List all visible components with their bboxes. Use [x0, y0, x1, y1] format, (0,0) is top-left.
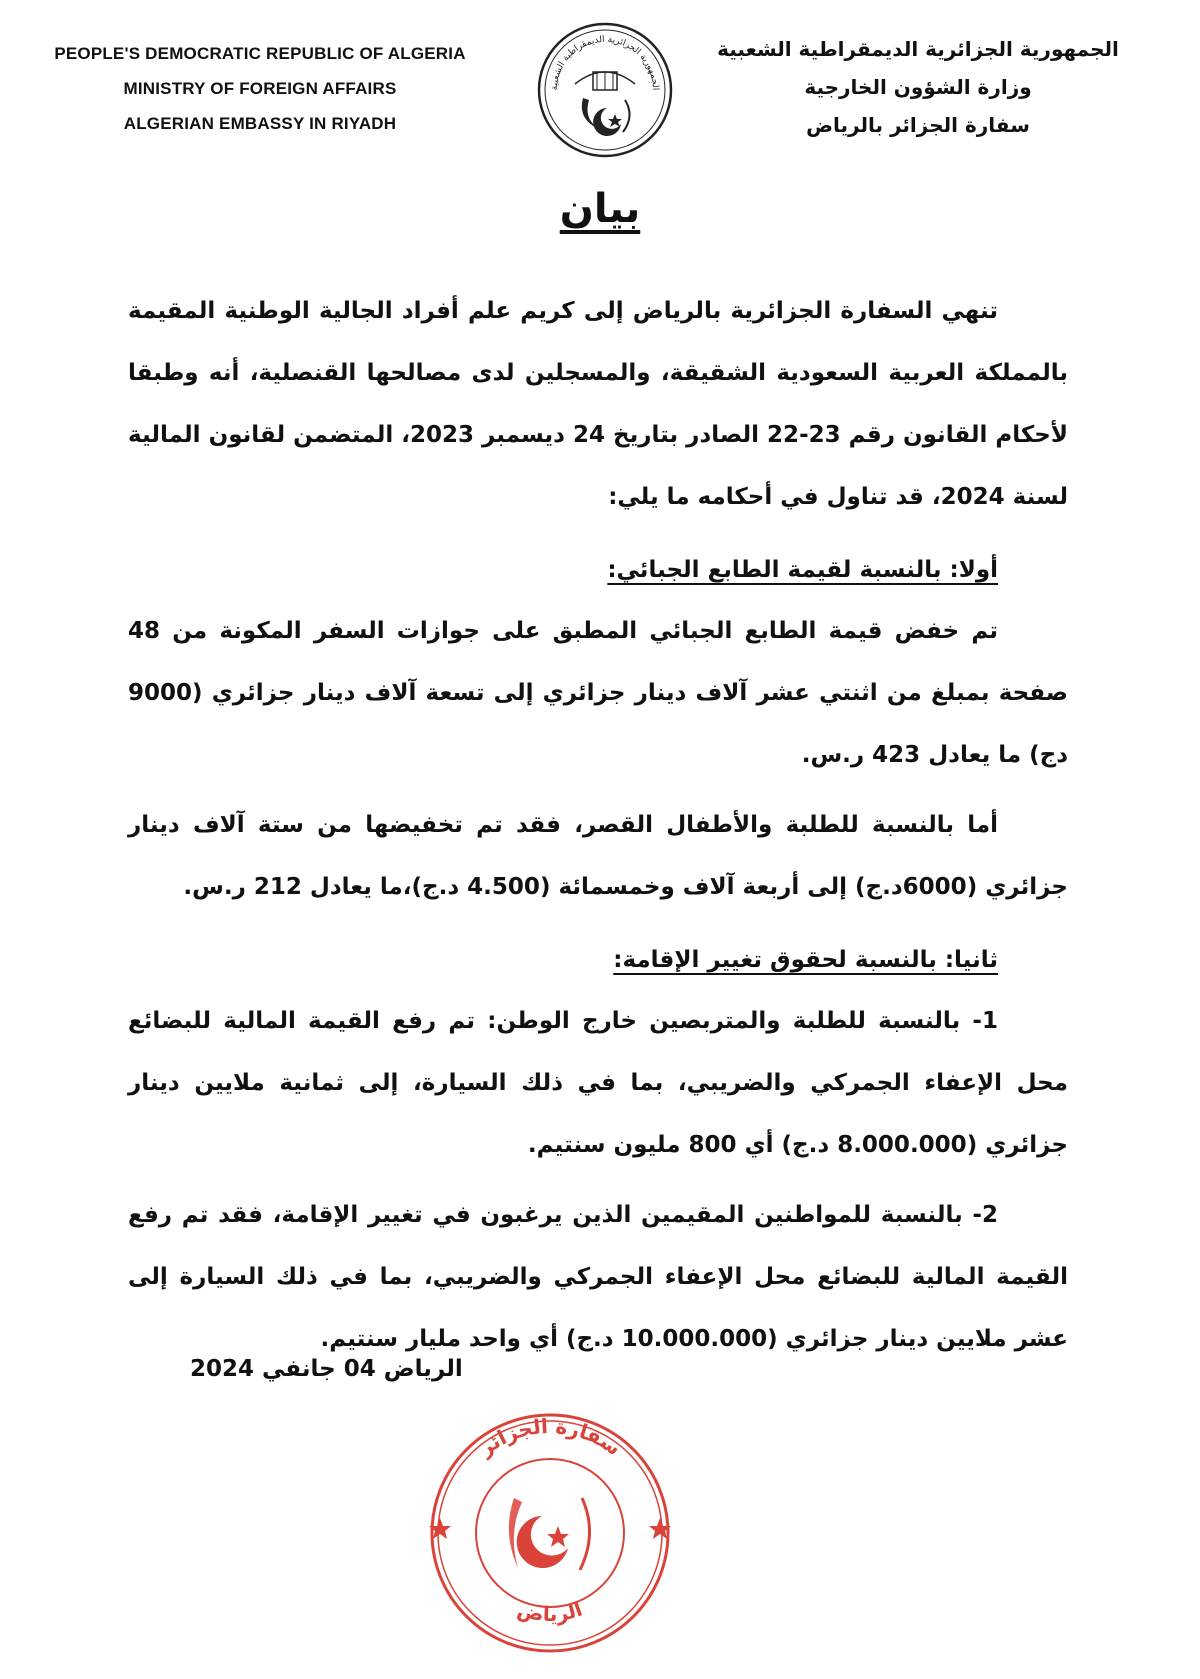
intro-paragraph: تنهي السفارة الجزائرية بالرياض إلى كريم علم أفراد الجالية الوطنية المقيمة بالمملكة العربية السعودية الشقيقة، والمسجلين لدى مصالحها القنصلية، أنه وطبقا لأحكام القانون رقم 23-22 الصادر بتاريخ 24 ديسمبر 2023، المتضمن لقانون المالية لسنة 2024، قد تناول في أحكامه ما يلي: — [128, 298, 1068, 510]
document-title: بيان — [559, 186, 641, 232]
header-en-line-1: PEOPLE'S DEMOCRATIC REPUBLIC OF ALGERIA — [54, 44, 466, 63]
section-2-paragraph-1: 1- بالنسبة للطلبة والمتربصين خارج الوطن: تم رفع القيمة المالية للبضائع محل الإعفاء الجمركي والضريبي، بما في ذلك السيارة، إلى ثمانية ملايين دينار جزائري (8.000.000 د.ج) أي 800 مليون سنتيم. — [128, 1008, 1068, 1158]
embassy-stamp-icon — [410, 1398, 690, 1668]
document-body — [128, 280, 1068, 1370]
header-ar-line-1: الجمهورية الجزائرية الديمقراطية الشعبية — [717, 37, 1119, 61]
header-en-line-3: ALGERIAN EMBASSY IN RIYADH — [123, 114, 397, 133]
section-1-title: أولا: بالنسبة لقيمة الطابع الجبائي: — [607, 557, 998, 583]
date-line: الرياض 04 جانفي 2024 — [190, 1356, 463, 1382]
header-ar-line-2: وزارة الشؤون الخارجية — [804, 75, 1032, 99]
svg-text:سفارة الجزائر — [473, 1414, 625, 1461]
section-1-paragraph-2: أما بالنسبة للطلبة والأطفال القصر، فقد تم تخفيضها من ستة آلاف دينار جزائري (6000د.ج) إلى أربعة آلاف وخمسمائة (4.500 د.ج)،ما يعادل 212 ر.س. — [128, 812, 1068, 900]
header-ar-line-3: سفارة الجزائر بالرياض — [806, 113, 1030, 137]
algeria-emblem-icon — [535, 20, 675, 160]
stamp-bottom-text: الرياض — [515, 1596, 586, 1627]
section-1-paragraph-1: تم خفض قيمة الطابع الجبائي المطبق على جوازات السفر المكونة من 48 صفحة بمبلغ من اثنتي عشر آلاف دينار جزائري إلى تسعة آلاف دينار جزائري (9000 دج) ما يعادل 423 ر.س. — [128, 618, 1068, 768]
emblem-text: الجمهورية الجزائرية الديمقراطية الشعبية — [549, 34, 661, 91]
svg-text:الرياض — [515, 1597, 585, 1627]
header-english — [30, 36, 490, 141]
stamp-top-text: سفارة الجزائر — [474, 1413, 626, 1461]
header-en-line-2: MINISTRY OF FOREIGN AFFAIRS — [123, 79, 397, 98]
section-2-paragraph-2: 2- بالنسبة للمواطنين المقيمين الذين يرغبون في تغيير الإقامة، فقد تم رفع القيمة المالية للبضائع محل الإعفاء الجمركي والضريبي، بما في ذلك السيارة إلى عشر ملايين دينار جزائري (10.000.000 د.ج) أي واحد مليار سنتيم. — [128, 1202, 1068, 1352]
section-2-title: ثانيا: بالنسبة لحقوق تغيير الإقامة: — [613, 947, 998, 973]
header-arabic — [678, 30, 1158, 144]
